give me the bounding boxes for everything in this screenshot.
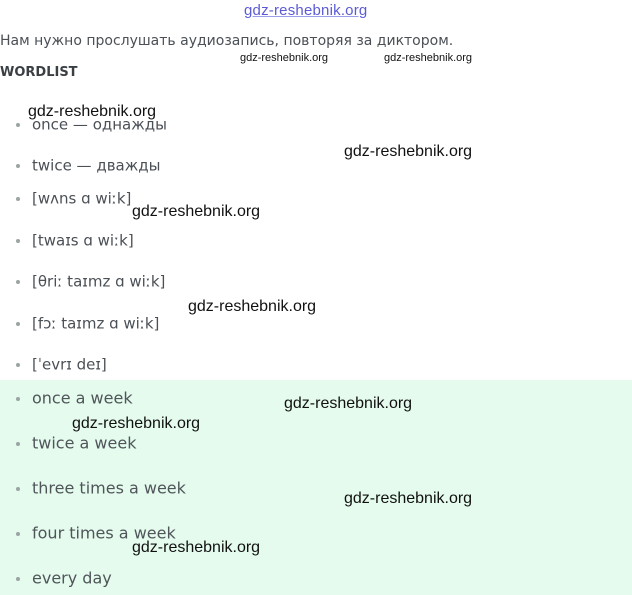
- watermark-small: gdz-reshebnik.org: [384, 52, 473, 64]
- watermark: gdz-reshebnik.org: [132, 203, 261, 220]
- bullet-icon: [16, 487, 20, 491]
- phrase-item: every day: [16, 566, 112, 590]
- watermark: gdz-reshebnik.org: [188, 298, 317, 315]
- watermark-top: gdz-reshebnik.org: [244, 2, 368, 19]
- phrase-item: twice a week: [16, 431, 136, 455]
- bullet-icon: [16, 197, 20, 201]
- watermark: gdz-reshebnik.org: [344, 490, 473, 507]
- bullet-icon: [16, 123, 20, 127]
- watermark: gdz-reshebnik.org: [28, 103, 157, 120]
- bullet-icon: [16, 280, 20, 284]
- list-item: once — однажды: [16, 112, 167, 136]
- wordlist-heading: WORDLIST: [0, 65, 78, 80]
- phrase-item: four times a week: [16, 521, 176, 545]
- list-item: [θriː taɪmz ɑ wiːk]: [16, 269, 165, 293]
- bullet-icon: [16, 397, 20, 401]
- bullet-icon: [16, 442, 20, 446]
- phrase-item: three times a week: [16, 476, 186, 500]
- list-item: twice — дважды: [16, 153, 160, 177]
- list-item: [wʌns ɑ wiːk]: [16, 186, 131, 210]
- bullet-icon: [16, 164, 20, 168]
- bullet-icon: [16, 532, 20, 536]
- watermark-small: gdz-reshebnik.org: [240, 52, 329, 64]
- list-item: [ˈevrɪ deɪ]: [16, 352, 107, 376]
- instruction-text: Нам нужно прослушать аудиозапись, повторяя за диктором.: [0, 33, 454, 49]
- phrase-item: once a week: [16, 386, 133, 410]
- bullet-icon: [16, 239, 20, 243]
- list-item: [twaɪs ɑ wiːk]: [16, 228, 134, 252]
- watermark: gdz-reshebnik.org: [284, 395, 413, 412]
- bullet-icon: [16, 577, 20, 581]
- watermark: gdz-reshebnik.org: [72, 415, 201, 432]
- watermark: gdz-reshebnik.org: [344, 143, 473, 160]
- bullet-icon: [16, 322, 20, 326]
- watermark: gdz-reshebnik.org: [132, 539, 261, 556]
- list-item: [fɔː taɪmz ɑ wiːk]: [16, 311, 159, 335]
- bullet-icon: [16, 363, 20, 367]
